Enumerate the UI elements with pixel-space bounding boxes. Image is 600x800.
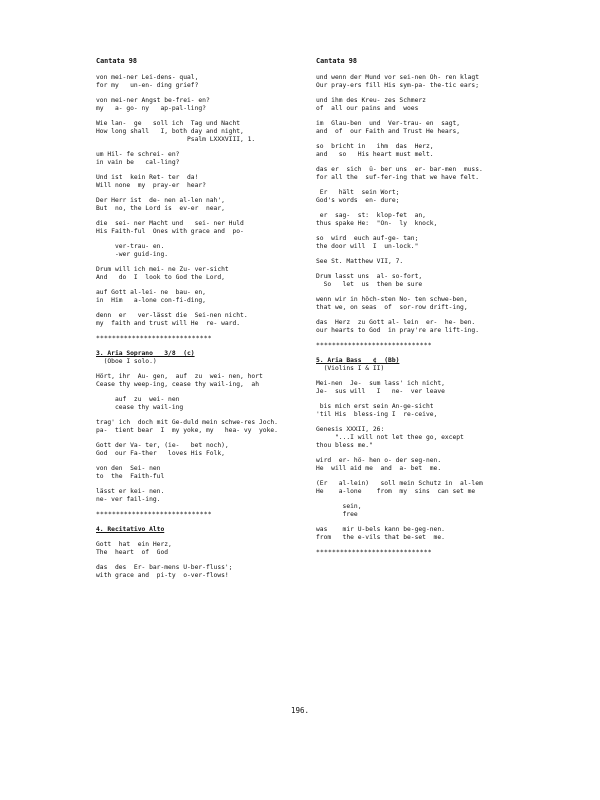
right-text-line: God's words en- dure; [316, 197, 400, 204]
right-text-line: was mir Ü-bels kann be-geg-nen. [316, 526, 445, 533]
left-text-line: (Oboe I solo.) [96, 358, 157, 365]
right-text-line: er sag- st: klop-fet an, [316, 212, 426, 219]
right-text-line: Er hält sein Wort; [316, 189, 400, 196]
right-text-line: and of our Faith and Trust He hears, [316, 128, 461, 135]
right-text-block [316, 403, 548, 419]
right-text-block [316, 212, 548, 228]
right-text-line: See St. Matthew VII, 7. [316, 258, 404, 265]
right-text-line: Our pray-ers fill His sym-pa- the-tic ears; [316, 82, 480, 89]
left-text-line: Und ist kein Ret- ter da! [96, 174, 199, 181]
right-text-line: He will aid me and a- bet me. [316, 465, 442, 472]
right-text-block [316, 74, 548, 90]
right-text-block [316, 120, 548, 136]
left-text-block [96, 220, 328, 236]
left-text-line: 4. Recitativo Alto [96, 526, 165, 533]
right-text-line: that we, on seas of sor-row drift-ing, [316, 304, 468, 311]
left-text-block [96, 74, 328, 90]
right-text-line: Je- sus will I ne- ver leave [316, 388, 445, 395]
left-text-line: um Hil- fe schrei- en? [96, 151, 180, 158]
left-header-block [96, 57, 328, 65]
right-movement-block [316, 357, 548, 373]
right-separator-block [316, 342, 548, 350]
left-text-block [96, 289, 328, 305]
right-text-line: our hearts to God in pray're are lift-ing. [316, 327, 480, 334]
right-text-line: (Violins I & II) [316, 365, 385, 372]
left-text-block [96, 465, 328, 481]
left-movement-block [96, 350, 328, 366]
left-text-block [96, 312, 328, 328]
right-text-line: wenn wir in höch-sten No- ten schwe-ben, [316, 296, 468, 303]
right-text-line: das Herz zu Gott al- lein er- he- ben. [316, 319, 476, 326]
left-text-block [96, 396, 328, 412]
right-text-line: thus spake He: "On- ly knock, [316, 220, 438, 227]
right-text-line: from the e-vils that be-set me. [316, 534, 445, 541]
left-text-line: The heart of God [96, 549, 169, 556]
left-text-line: to the Faith-ful [96, 473, 165, 480]
right-text-line: Mei-nen Je- sum lass' ich nicht, [316, 380, 445, 387]
right-text-line: thou bless me." [316, 442, 373, 449]
right-text-line: (Er al-lein) soll mein Schutz in al-lem [316, 480, 483, 487]
left-text-block [96, 541, 328, 557]
left-movement-block [96, 526, 328, 534]
left-text-line: von mei-ner Lei-dens- qual, [96, 74, 199, 81]
left-text-line: lässt er kei- nen. [96, 488, 165, 495]
left-column [96, 57, 328, 587]
left-text-line: Cease thy weep-ing, cease thy wail-ing, ah [96, 381, 260, 388]
left-text-line: my faith and trust will He re- ward. [96, 320, 241, 327]
right-text-line: free [316, 511, 358, 518]
right-text-block [316, 143, 548, 159]
left-text-line: But no, the Lord is ev-er near, [96, 205, 225, 212]
left-text-line: ne- ver fail-ing. [96, 496, 161, 503]
left-separator-block [96, 335, 328, 343]
left-text-line: Gott hat ein Herz, [96, 541, 172, 548]
left-text-block [96, 97, 328, 113]
right-text-line: 5. Aria Bass ¢ (Bb) [316, 357, 400, 364]
left-text-block [96, 488, 328, 504]
left-text-line: auf zu wei- nen [96, 396, 180, 403]
right-separator-block [316, 549, 548, 557]
left-text-block [96, 243, 328, 259]
right-text-block [316, 426, 548, 450]
left-text-line: -wer guid-ing. [96, 251, 169, 258]
left-text-line: ***************************** [96, 335, 212, 342]
left-text-line: Will none my pray-er hear? [96, 182, 206, 189]
right-text-line: sein, [316, 503, 362, 510]
right-text-line: Cantata 98 [316, 57, 357, 65]
right-text-line: So let us then be sure [316, 281, 423, 288]
right-text-block [316, 97, 548, 113]
right-text-block [316, 380, 548, 396]
left-text-block [96, 373, 328, 389]
left-text-line: denn er ver-lässt die Sei-nen nicht. [96, 312, 248, 319]
right-text-block [316, 319, 548, 335]
left-text-block [96, 197, 328, 213]
right-header-block [316, 57, 548, 65]
right-text-block [316, 503, 548, 519]
right-text-line: so bricht in ihm das Herz, [316, 143, 434, 150]
right-text-line: Drum lasst uns al- so-fort, [316, 273, 423, 280]
right-text-line: Genesis XXXII, 26: [316, 426, 385, 433]
left-separator-block [96, 511, 328, 519]
left-text-line: ***************************** [96, 511, 212, 518]
right-text-line: und wenn der Mund vor sei-nen Oh- ren klagt [316, 74, 480, 81]
left-text-line: Wie lan- ge soll ich Tag und Nacht [96, 120, 241, 127]
right-text-line: wird er- hö- hen o- der seg-nen. [316, 457, 442, 464]
right-text-block [316, 526, 548, 542]
left-text-line: Cantata 98 [96, 57, 137, 65]
left-text-line: trag' ich doch mit Ge-duld mein schwe-res Joch. [96, 419, 278, 426]
left-text-line: cease thy wail-ing [96, 404, 184, 411]
left-text-line: Der Herr ist de- nen al-len nah', [96, 197, 225, 204]
right-text-line: das er sich ü- ber uns er- bar-men muss. [316, 166, 483, 173]
left-text-block [96, 442, 328, 458]
right-text-line: the door will I un-lock." [316, 243, 419, 250]
left-text-line: Psalm LXXXVIII, 1. [96, 136, 256, 143]
left-text-block [96, 120, 328, 144]
left-text-block [96, 419, 328, 435]
right-text-block [316, 457, 548, 473]
right-text-block [316, 235, 548, 251]
right-text-line: ***************************** [316, 549, 432, 556]
left-text-line: in Him a-lone con-fi-ding, [96, 297, 206, 304]
left-text-block [96, 174, 328, 190]
left-text-line: with grace and pi-ty o-ver-flows! [96, 572, 229, 579]
page-number: 196. [290, 706, 310, 715]
right-text-line: im Glau-ben und Ver-trau- en sagt, [316, 120, 461, 127]
right-text-line: He a-lone from my sins can set me [316, 488, 476, 495]
right-text-line: "...I will not let thee go, except [316, 434, 464, 441]
left-text-line: my a- go- ny ap-pal-ling? [96, 105, 206, 112]
left-text-line: von den Sei- nen [96, 465, 161, 472]
left-text-line: His Faith-ful Ones with grace and po- [96, 228, 244, 235]
left-text-line: God our Fa-ther loves His Folk, [96, 450, 225, 457]
right-text-block [316, 480, 548, 496]
right-text-line: ***************************** [316, 342, 432, 349]
right-text-block [316, 296, 548, 312]
left-text-block [96, 564, 328, 580]
left-text-line: von mei-ner Angst be-frei- en? [96, 97, 210, 104]
right-text-block [316, 258, 548, 266]
left-text-line: Drum will ich mei- ne Zu- ver-sicht [96, 266, 229, 273]
left-text-line: How long shall I, both day and night, [96, 128, 244, 135]
right-text-line: so wird euch auf-ge- tan; [316, 235, 419, 242]
left-text-block [96, 151, 328, 167]
right-text-block [316, 166, 548, 182]
left-text-line: in vain be cal-ling? [96, 159, 180, 166]
right-column [316, 57, 548, 564]
right-text-line: und ihm des Kreu- zes Schmerz [316, 97, 426, 104]
right-text-line: 'til His bless-ing I re-ceive, [316, 411, 438, 418]
right-text-line: of all our pains and woes [316, 105, 419, 112]
left-text-line: pa- tient bear I my yoke, my hea- vy yoke. [96, 427, 278, 434]
right-text-line: and so His heart must melt. [316, 151, 434, 158]
right-text-block [316, 189, 548, 205]
left-text-line: for my un-en- ding grief? [96, 82, 199, 89]
left-text-line: Hört, ihr Au- gen, auf zu wei- nen, hort [96, 373, 263, 380]
left-text-line: And do I look to God the Lord, [96, 274, 225, 281]
right-text-line: bis mich erst sein An-ge-sicht [316, 403, 434, 410]
right-text-line: for all the suf-fer-ing that we have felt. [316, 174, 480, 181]
left-text-line: 3. Aria Soprano 3/8 (c) [96, 350, 195, 357]
left-text-line: Gott der Va- ter, (ie- bet noch), [96, 442, 229, 449]
left-text-block [96, 266, 328, 282]
right-text-block [316, 273, 548, 289]
left-text-line: das des Er- bar-mens Ü-ber-fluss'; [96, 564, 233, 571]
left-text-line: die sei- ner Macht und sei- ner Huld [96, 220, 244, 227]
left-text-line: ver-trau- en. [96, 243, 165, 250]
left-text-line: auf Gott al-lei- ne bau- en, [96, 289, 206, 296]
